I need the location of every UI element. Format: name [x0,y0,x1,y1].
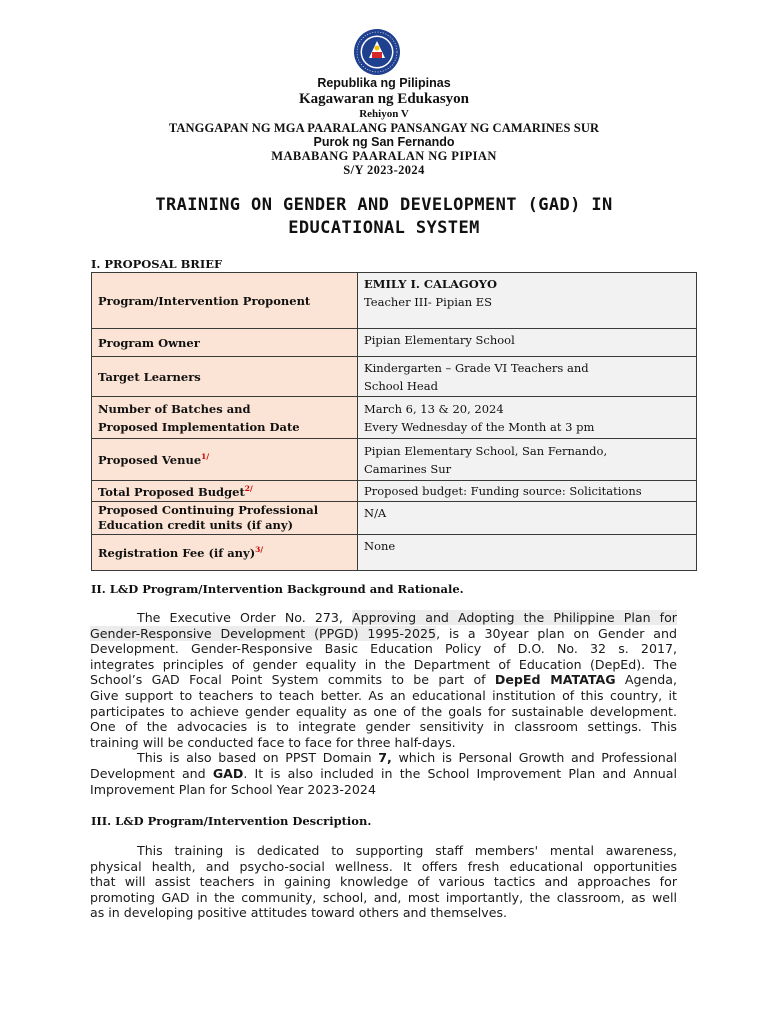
header-school-year: S/Y 2023-2024 [343,163,425,177]
text-line: integrates principles of gender equality in the Department of Education (DepEd). The [90,656,677,672]
text-span: . It is also included in the School Improvement Plan and Annual [243,765,678,781]
text-line: as in developing positive attitudes toward others and themselves. [90,905,508,921]
footnote-marker: 1/ [201,452,210,462]
text-line: promoting GAD in the community, school, and, most importantly, the classroom, as well [90,889,677,905]
text-line [90,626,677,642]
row-value-line: Camarines Sur [364,461,452,476]
table-row [92,329,697,357]
proponent-position: Teacher III- Pipian ES [364,295,493,309]
text-span: , is a 30year plan on Gender and [436,625,677,641]
header-republika: Republika ng Pilipinas [317,76,451,90]
text-line: physical health, and psycho-social wellness. It offers fresh educational opportunities [90,858,677,874]
text-span: School’s GAD Focal Point System commits to be part of [90,672,495,688]
deped-seal-logo [348,28,406,76]
row-label: Program Owner [92,329,358,357]
text-span: Gender-Responsive Development (PPGD) 1995-2025 [90,625,437,641]
header-school-name: MABABANG PAARALAN NG PIPIAN [271,149,497,163]
proponent-name: EMILY I. CALAGOYO [364,277,497,291]
row-label [92,502,358,535]
text-span: 7, [378,750,392,766]
row-value [358,329,697,357]
text-line: Improvement Plan for School Year 2023-2024 [90,781,376,797]
row-value [358,357,697,397]
row-value-line: None [364,539,396,553]
text-line: that will assist teachers in gaining knowledge of various tactics and approaches for [90,874,677,890]
row-label-line: Education credit units (if any) [98,518,294,532]
footnote-marker: 2/ [244,483,253,493]
text-line: This training is dedicated to supporting staff members' mental awareness, [137,843,677,858]
proposal-brief-table [91,272,697,571]
text-line: Give support to teachers to teach better. As an educational institution of this country, it [90,687,677,703]
text-span: DepEd MATATAG [494,672,616,688]
row-label [92,535,358,571]
row-value-line: Pipian Elementary School [364,333,515,347]
row-label: Program/Intervention Proponent [92,273,358,329]
text-line: training will be conducted face to face for three half-days. [90,734,456,750]
text-line [90,766,677,782]
row-label-text: Proposed Venue [98,452,202,467]
row-value [358,481,697,502]
title-line-2: EDUCATIONAL SYSTEM [288,218,480,238]
row-value [358,273,697,329]
table-row [92,357,697,397]
table-row [92,481,697,502]
header-purok: Purok ng San Fernando [313,135,455,149]
text-span: Agenda, [615,672,677,688]
implementation-dates: March 6, 13 & 20, 2024 [364,401,504,416]
table-row [92,273,697,329]
row-value-line: School Head [364,379,438,393]
description-paragraph [90,843,677,921]
row-value [358,439,697,481]
row-label-line: Proposed Continuing Professional [98,503,319,517]
row-label: Target Learners [92,357,358,397]
row-value-line: Kindergarten – Grade VI Teachers and [364,361,589,375]
document-title [80,194,688,240]
footnote-marker: 3/ [255,545,264,555]
text-line: participates to achieve gender equality as one of the goals for sustainable development. [90,703,677,719]
row-label-line: Proposed Implementation Date [98,419,300,434]
table-row [92,535,697,571]
row-label-text: Registration Fee (if any) [98,545,256,560]
text-line [90,750,677,766]
row-label [92,481,358,502]
section-2-heading: II. L&D Program/Intervention Background and Rationale. [91,582,464,596]
rationale-paragraph [90,610,677,797]
row-label [92,397,358,439]
text-span: This is also based on PPST Domain [137,750,379,766]
text-span: which is Personal Growth and Professional [391,750,677,766]
row-value [358,535,697,571]
text-span: The Executive Order No. 273, [137,610,352,625]
header-kagawaran: Kagawaran ng Edukasyon [298,91,470,107]
text-span: Approving and Adopting the Philippine Plan for [351,610,677,625]
header-rehiyon: Rehiyon V [359,108,409,120]
text-line [90,672,677,688]
section-3-heading: III. L&D Program/Intervention Description. [91,814,372,828]
header-tanggapan: TANGGAPAN NG MGA PAARALANG PANSANGAY NG CAMARINES SUR [168,121,600,135]
row-value [358,502,697,535]
row-label-line: Number of Batches and [98,401,251,416]
section-1-heading: I. PROPOSAL BRIEF [91,257,223,271]
table-row [92,397,697,439]
title-line-1: TRAINING ON GENDER AND DEVELOPMENT (GAD) IN [155,195,613,215]
text-span: Development and [90,765,213,781]
row-value-line: Pipian Elementary School, San Fernando, [364,443,608,458]
row-label [92,439,358,481]
text-line [90,610,677,626]
text-span: GAD [212,765,244,781]
implementation-schedule: Every Wednesday of the Month at 3 pm [364,419,595,434]
row-value [358,397,697,439]
table-row [92,502,697,535]
row-value-line: N/A [364,506,387,520]
text-line: One of the advocacies is to integrate gender sensitivity in classroom settings. This [90,719,677,735]
text-line: Development. Gender-Responsive Basic Education Policy of D.O. No. 32 s. 2017, [90,641,677,657]
row-value-line: Proposed budget: Funding source: Solicitations [364,484,642,498]
table-row [92,439,697,481]
row-label-text: Total Proposed Budget [98,484,245,499]
